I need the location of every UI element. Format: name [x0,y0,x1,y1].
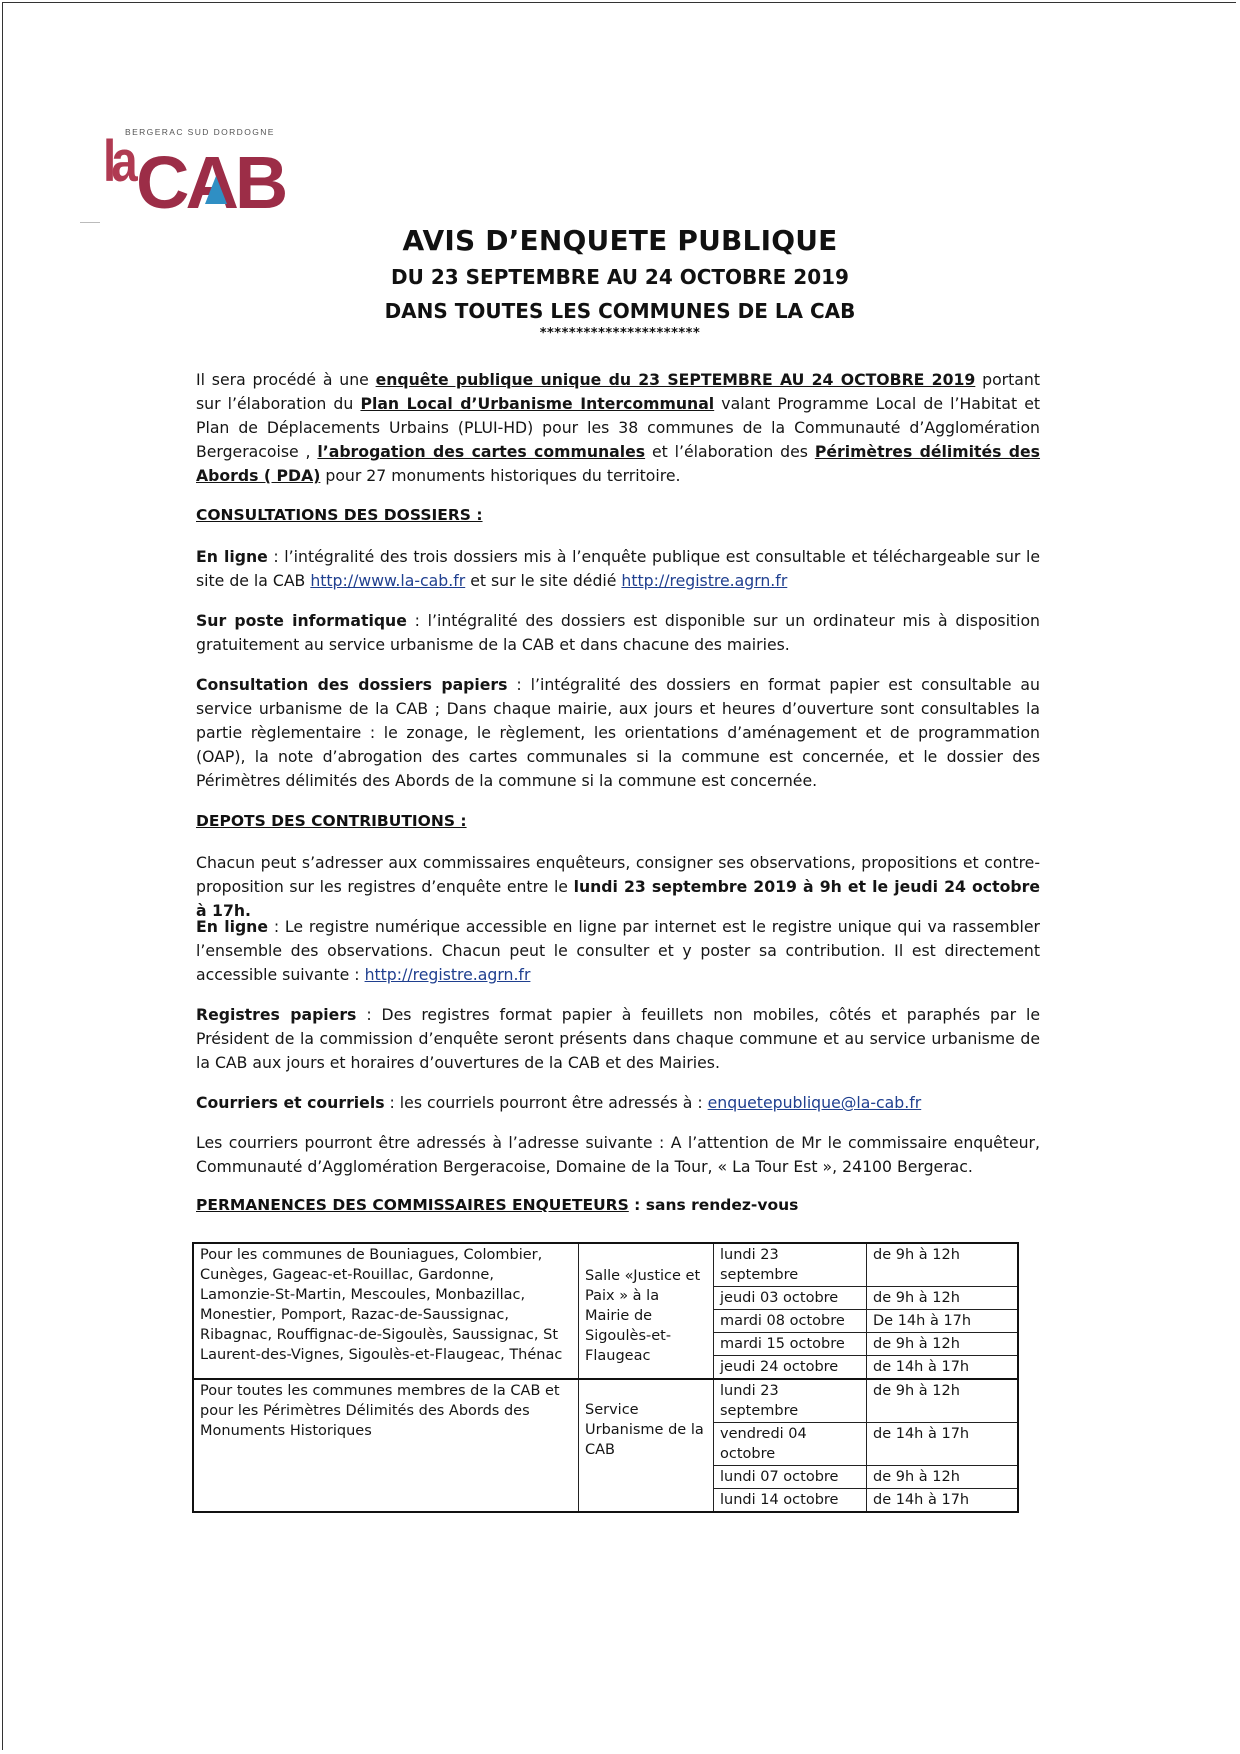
title-separator: ********************** [539,326,701,341]
logo-cab: CAB [136,141,285,224]
slot-date: jeudi 03 octobre [714,1287,867,1310]
paper-consultation-paragraph: Consultation des dossiers papiers : l’intégralité des dossiers en format papier est consultable au service urbanisme de la CAB ; Dans chaque mairie, aux jours et heures d’ouverture sont consultables la partie règlementaire : le zonage, le règlement, les orientations d’aménagement et de programmation (OAP), la note d’abrogation des cartes communales si la commune est concernée, et le dossier des Périmètres délimités des Abords de la commune si la commune est concernée. [196,675,1040,790]
notice-title: AVIS D’ENQUETE PUBLIQUE [402,224,838,257]
paper-registers-paragraph: Registres papiers : Des registres format papier à feuillets non mobiles, côtés et paraphés par le Président de la commission d’enquête seront présents dans chaque commune et au service urbanisme de la CAB aux jours et horaires d’ouvertures de la CAB et des Mairies. [196,1005,1040,1072]
group1-location: Salle «Justice et Paix » à la Mairie de Sigoulès-et-Flaugeac [579,1243,714,1379]
contributions-heading: DEPOTS DES CONTRIBUTIONS : [196,812,467,830]
email-link[interactable]: enquetepublique@la-cab.fr [707,1093,922,1112]
cab-website-link[interactable]: http://www.la-cab.fr [310,571,466,590]
intro-paragraph: Il sera procédé à une enquête publique unique du 23 SEPTEMBRE AU 24 OCTOBRE 2019 portant sur l’élaboration du Plan Local d’Urbanisme Intercommunal valant Programme Local de l’Habitat et Plan de Déplacements Urbains (PLUI-HD) pour les 38 communes de la Communauté d’Agglomération Bergeracoise , l’abrogation des cartes communales et l’élaboration des Périmètres délimités des Abords ( PDA) pour 27 monuments historiques du territoire. [196,370,1041,485]
slot-hours: de 9h à 12h [867,1333,1019,1356]
registry-contribution-link[interactable]: http://registre.agrn.fr [364,965,531,984]
postal-paragraph: Les courriers pourront être adressés à l’adresse suivante : A l’attention de Mr le commissaire enquêteur, Communauté d’Agglomération Bergeracoise, Domaine de la Tour, « La Tour Est », 24100 Bergerac. [196,1133,1040,1176]
logo-tagline: BERGERAC SUD DORDOGNE [125,127,275,137]
slot-date: vendredi 04 octobre [714,1423,867,1466]
slot-date: mardi 15 octobre [714,1333,867,1356]
slot-hours: de 14h à 17h [867,1489,1019,1513]
table-row [193,1379,1018,1423]
notice-scope: DANS TOUTES LES COMMUNES DE LA CAB [384,299,856,323]
slot-date: lundi 23 septembre [714,1379,867,1423]
permanences-heading: PERMANENCES DES COMMISSAIRES ENQUETEURS : sans rendez-vous [196,1196,799,1214]
cab-logo [103,124,285,224]
slot-hours: de 14h à 17h [867,1356,1019,1380]
notice-dates: DU 23 SEPTEMBRE AU 24 OCTOBRE 2019 [391,265,849,289]
logo-triangle-icon [205,176,227,204]
contributions-intro-paragraph: Chacun peut s’adresser aux commissaires enquêteurs, consigner ses observations, propositions et contre-proposition sur les registres d’enquête entre le lundi 23 septembre 2019 à 9h et le jeudi 24 octobre à 17h. [196,853,1040,920]
slot-date: jeudi 24 octobre [714,1356,867,1380]
permanences-table [192,1242,1019,1513]
table-row [193,1243,1018,1287]
computer-consultation-paragraph: Sur poste informatique : l’intégralité des dossiers est disponible sur un ordinateur mis à disposition gratuitement au service urbanisme de la CAB et dans chacune des mairies. [196,611,1041,654]
slot-hours: de 14h à 17h [867,1423,1019,1466]
slot-date: mardi 08 octobre [714,1310,867,1333]
slot-hours: de 9h à 12h [867,1466,1019,1489]
online-consultation-paragraph: En ligne : l’intégralité des trois dossiers mis à l’enquête publique est consultable et téléchargeable sur le site de la CAB http://www.la-cab.fr et sur le site dédié http://registre.agrn.fr [196,547,1040,590]
slot-hours: de 9h à 12h [867,1287,1019,1310]
slot-hours: De 14h à 17h [867,1310,1019,1333]
mail-paragraph: Courriers et courriels : les courriels pourront être adressés à : enquetepublique@la-cab.fr [196,1093,922,1112]
slot-hours: de 9h à 12h [867,1379,1019,1423]
logo-la: la [103,129,133,194]
group1-communes: Pour les communes de Bouniagues, Colombier, Cunèges, Gageac-et-Rouillac, Gardonne, Lamonzie-St-Martin, Mescoules, Monbazillac, Monestier, Pomport, Razac-de-Saussignac, Ribagnac, Rouffignac-de-Sigoulès, Saussignac, St Laurent-des-Vignes, Sigoulès-et-Flaugeac, Thénac [193,1243,579,1379]
registry-website-link[interactable]: http://registre.agrn.fr [621,571,788,590]
slot-date: lundi 23 septembre [714,1243,867,1287]
slot-hours: de 9h à 12h [867,1243,1019,1287]
online-contribution-paragraph: En ligne : Le registre numérique accessible en ligne par internet est le registre unique qui va rassembler l’ensemble des observations. Chacun peut le consulter et y poster sa contribution. Il est directement accessible suivante : http://registre.agrn.fr [196,917,1040,984]
scan-mark [80,222,100,223]
slot-date: lundi 14 octobre [714,1489,867,1513]
slot-date: lundi 07 octobre [714,1466,867,1489]
group2-communes: Pour toutes les communes membres de la CAB et pour les Périmètres Délimités des Abords des Monuments Historiques [193,1379,579,1512]
consultations-heading: CONSULTATIONS DES DOSSIERS : [196,506,483,524]
group2-location: Service Urbanisme de la CAB [579,1379,714,1512]
